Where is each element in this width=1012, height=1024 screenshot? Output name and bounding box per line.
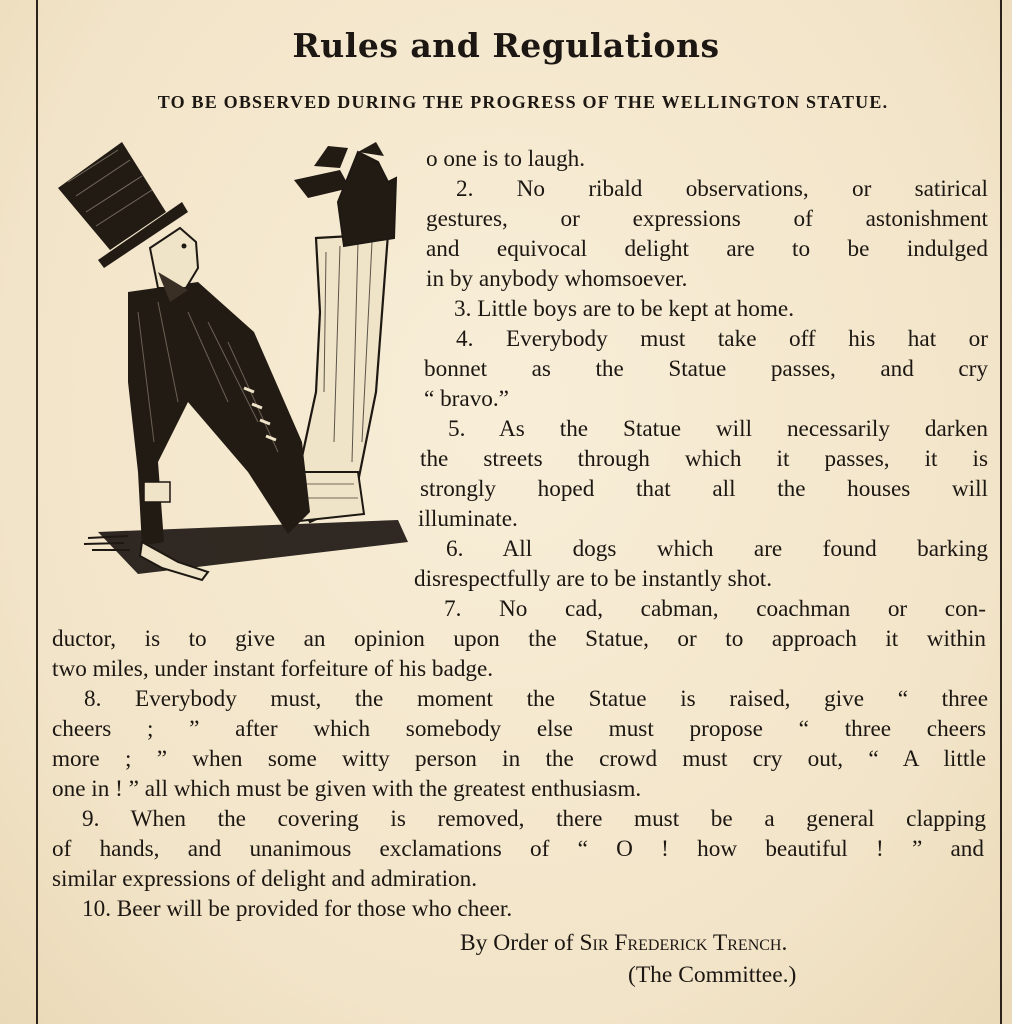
rule-7-line-2: ductor, is to give an opinion upon the Statue, or to approach it within [52,626,986,652]
rule-2-line-2: gestures, or expressions of astonishment [426,206,988,232]
right-column-rule [1000,0,1002,1024]
rule-4-line-1: 4. Everybody must take off his hat or [456,326,988,352]
rule-5-line-2: the streets through which it passes, it is [420,446,988,472]
signature-committee: (The Committee.) [628,962,797,988]
signature-line [460,930,787,957]
rule-6-line-2: disrespectfully are to be instantly shot. [414,566,773,592]
rule-9-line-1: 9. When the covering is removed, there must be a general clapping [82,806,986,832]
rule-10-line-1: 10. Beer will be provided for those who cheer. [82,896,513,922]
signature-prefix: By Order of [460,930,580,956]
rule-1-line-1: o one is to laugh. [426,146,586,172]
rule-2-line-1: 2. No ribald observations, or satirical [456,176,988,202]
rule-5-line-3: strongly hoped that all the houses will [420,476,988,502]
rule-9-line-3: similar expressions of delight and admiration. [52,866,478,892]
signature-name: Sir Frederick Trench. [579,930,788,956]
rule-9-line-2: of hands, and unanimous exclamations of “ O ! how beautiful ! ” and [52,836,984,862]
rule-7-line-1: 7. No cad, cabman, coachman or con- [444,596,986,622]
left-column-rule [36,0,38,1024]
rule-2-line-3: and equivocal delight are to be indulged [426,236,988,262]
rule-6-line-1: 6. All dogs which are found barking [446,536,988,562]
rule-2-line-4: in by anybody whomsoever. [426,266,688,292]
rule-8-line-4: one in ! ” all which must be given with the greatest enthusiasm. [52,776,642,802]
rule-7-line-3: two miles, under instant forfeiture of his badge. [52,656,494,682]
rule-8-line-2: cheers ; ” after which somebody else must propose “ three cheers [52,716,986,742]
rule-5-line-1: 5. As the Statue will necessarily darken [448,416,988,442]
rule-3-line-1: 3. Little boys are to be kept at home. [454,296,794,322]
rule-4-line-2: bonnet as the Statue passes, and cry [424,356,988,382]
rule-8-line-3: more ; ” when some witty person in the crowd must cry out, “ A little [52,746,986,772]
rules-body [52,144,988,924]
rule-8-line-1: 8. Everybody must, the moment the Statue is raised, give “ three [84,686,988,712]
page-title: Rules and Regulations [292,26,720,65]
rule-5-line-4: illuminate. [418,506,518,532]
page-subtitle: TO BE OBSERVED DURING THE PROGRESS OF THE WELLINGTON STATUE. [157,92,889,112]
rule-4-line-3: “ bravo.” [424,386,509,412]
